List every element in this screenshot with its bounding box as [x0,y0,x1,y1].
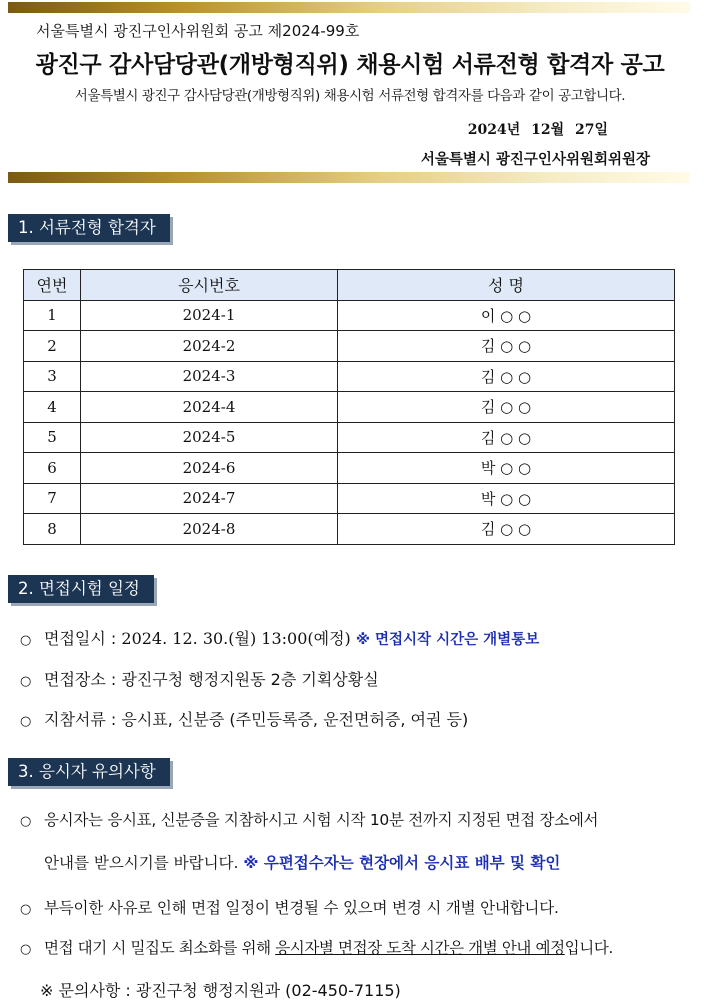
cell-exam-no: 2024-7 [81,483,338,514]
cell-name: 김 ○ ○ [338,392,675,423]
interview-date-note: ※ 면접시작 시간은 개별통보 [355,632,540,648]
page-subtitle: 서울특별시 광진구 감사담당관(개방형직위) 채용시험 서류전형 합격자를 다음과 같이 공고합니다. [74,88,626,104]
cell-exam-no: 2024-2 [81,331,338,362]
bullet-icon: ○ [20,714,32,729]
table-row [24,453,675,484]
cell-exam-no: 2024-8 [81,514,338,545]
notice-item-1-line1: 응시자는 응시표, 신분증을 지참하시고 시험 시작 10분 전까지 지정된 면접 장소에서 [44,811,599,829]
col-header-exam-no: 응시번호 [81,270,338,301]
bullet-icon: ○ [20,902,32,917]
table-row [24,300,675,331]
cell-name: 김 ○ ○ [338,514,675,545]
cell-name: 박 ○ ○ [338,453,675,484]
section1-heading: 1. 서류전형 합격자 [8,214,170,242]
cell-exam-no: 2024-3 [81,361,338,392]
cell-exam-no: 2024-5 [81,422,338,453]
cell-exam-no: 2024-4 [81,392,338,423]
cell-name: 김 ○ ○ [338,422,675,453]
notice-date: 2024년 12월 27일 [467,122,608,138]
bullet-icon: ○ [20,633,32,648]
cell-name: 김 ○ ○ [338,331,675,362]
section2-heading: 2. 면접시험 일정 [8,575,154,603]
interview-date-line [20,626,539,649]
notice-number: 서울특별시 광진구인사위원회 공고 제2024-99호 [36,22,360,40]
cell-exam-no: 2024-6 [81,453,338,484]
issuer-name: 서울특별시 광진구인사위원회위원장 [420,151,650,168]
notice-item-1-note: ※ 우편접수자는 현장에서 응시표 배부 및 확인 [243,854,561,872]
interview-date-label: 면접일시 : [44,629,122,648]
col-header-seq: 연번 [24,270,81,301]
notice-item-1-line2: 안내를 받으시기를 바랍니다. [44,854,244,872]
table-row [24,361,675,392]
notice-item-2 [20,896,559,918]
notice-item-3 [20,936,613,958]
bullet-icon: ○ [20,814,32,829]
col-header-name: 성 명 [338,270,675,301]
cell-name: 박 ○ ○ [338,483,675,514]
bullet-icon: ○ [20,674,32,689]
table-row [24,422,675,453]
cell-seq: 7 [24,483,81,514]
notice-item-1 [20,808,598,830]
table-row [24,514,675,545]
bullet-icon: ○ [20,942,31,957]
interview-place-line [20,667,379,690]
table-row [24,483,675,514]
bottom-gold-bar [8,172,690,183]
cell-name: 이 ○ ○ [338,300,675,331]
notice-item-1-cont [44,851,560,873]
cell-seq: 5 [24,422,81,453]
documents-line [20,707,468,730]
cell-seq: 4 [24,392,81,423]
contact-line: ※ 문의사항 : 광진구청 행정지원과 (02-450-7115) [40,981,401,1000]
section3-heading: 3. 응시자 유의사항 [8,758,170,786]
notice-item-2-text: 부득이한 사유로 인해 면접 일정이 변경될 수 있으며 변경 시 개별 안내합니다. [44,899,559,917]
page-title: 광진구 감사담당관(개방형직위) 채용시험 서류전형 합격자 공고 [35,52,665,78]
table-row [24,331,675,362]
cell-seq: 2 [24,331,81,362]
cell-seq: 3 [24,361,81,392]
notice-item-3-underline: 응시자별 면접장 도착 시간은 개별 안내 예정 [275,939,565,957]
cell-exam-no: 2024-1 [81,300,338,331]
required-documents: 지참서류 : 응시표, 신분증 (주민등록증, 운전면허증, 여권 등) [44,710,469,729]
table-header-row [24,270,675,301]
results-table [23,269,675,545]
notice-item-3-pre: 면접 대기 시 밀집도 최소화를 위해 [44,939,276,957]
cell-name: 김 ○ ○ [338,361,675,392]
interview-date-value: 2024. 12. 30.(월) 13:00(예정) [121,629,351,648]
notice-item-3-post: 입니다. [564,939,613,957]
cell-seq: 6 [24,453,81,484]
top-gold-bar [8,2,690,13]
table-row [24,392,675,423]
cell-seq: 1 [24,300,81,331]
interview-place: 면접장소 : 광진구청 행정지원동 2층 기획상황실 [44,670,379,689]
cell-seq: 8 [24,514,81,545]
